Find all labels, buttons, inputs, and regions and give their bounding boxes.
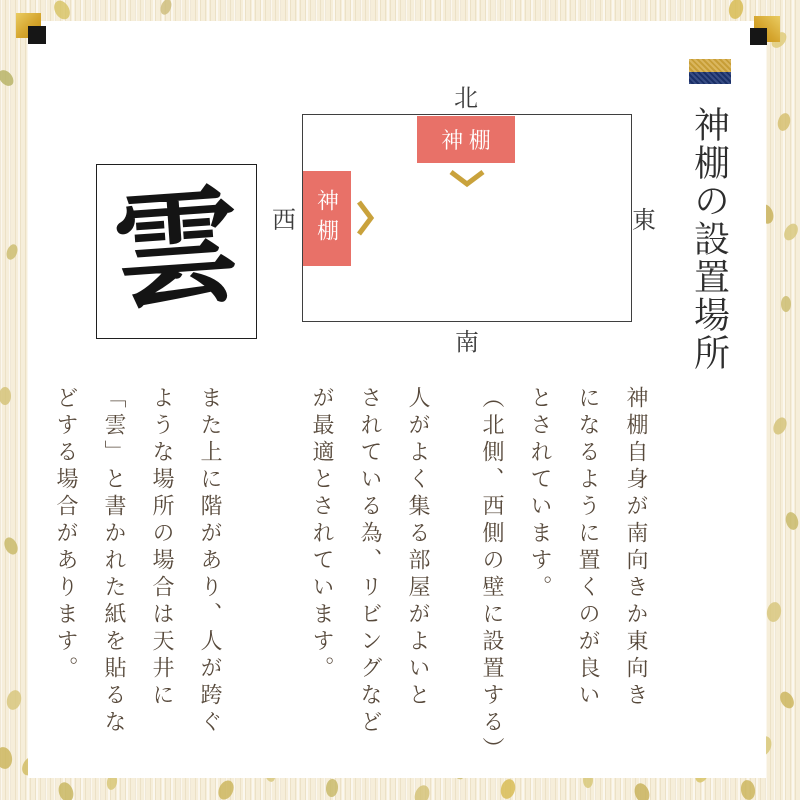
kamidana-north-box: 神 棚 [417,116,515,163]
cloud-character: 雲 [108,177,245,325]
paragraph-room-choice [298,386,442,778]
title-ornament-gold-bar [689,59,731,72]
body-text [52,386,660,778]
text-line: （北側、西側の壁に設置する） [480,386,505,764]
text-line: 「雲」と書かれた紙を貼るな [102,386,127,737]
chevron-right-icon [356,198,376,238]
room-diagram [270,85,665,365]
text-line: また上に階があり、人が跨ぐ [198,386,223,737]
text-line: どする場合があります。 [54,386,79,683]
direction-label-north: 北 [454,86,478,112]
corner-ornament-black-topright [750,28,767,45]
direction-label-south: 南 [455,330,479,356]
text-line: されている為、リビングなど [358,386,383,737]
text-line: になるように置くのが良い [576,386,601,710]
page-title: 神棚の設置場所 [689,106,730,372]
direction-label-west: 西 [272,208,296,234]
corner-ornament-black-topleft [28,26,46,44]
text-line: とされています。 [528,386,553,602]
paragraph-placement-direction [468,386,660,778]
chevron-down-icon [447,169,487,189]
kamidana-west-box: 神棚 [303,171,351,266]
title-ornament-navy-bar [689,72,731,85]
direction-label-east: 東 [632,208,656,234]
paragraph-cloud-paper [42,386,234,778]
text-line: 神棚自身が南向きか東向き [624,386,649,710]
cloud-calligraphy-box [96,164,257,339]
text-line: ような場所の場合は天井に [150,386,175,710]
text-line: 人がよく集る部屋がよいと [406,386,431,710]
title-ornament [689,59,731,84]
text-line: が最適とされています。 [310,386,335,683]
